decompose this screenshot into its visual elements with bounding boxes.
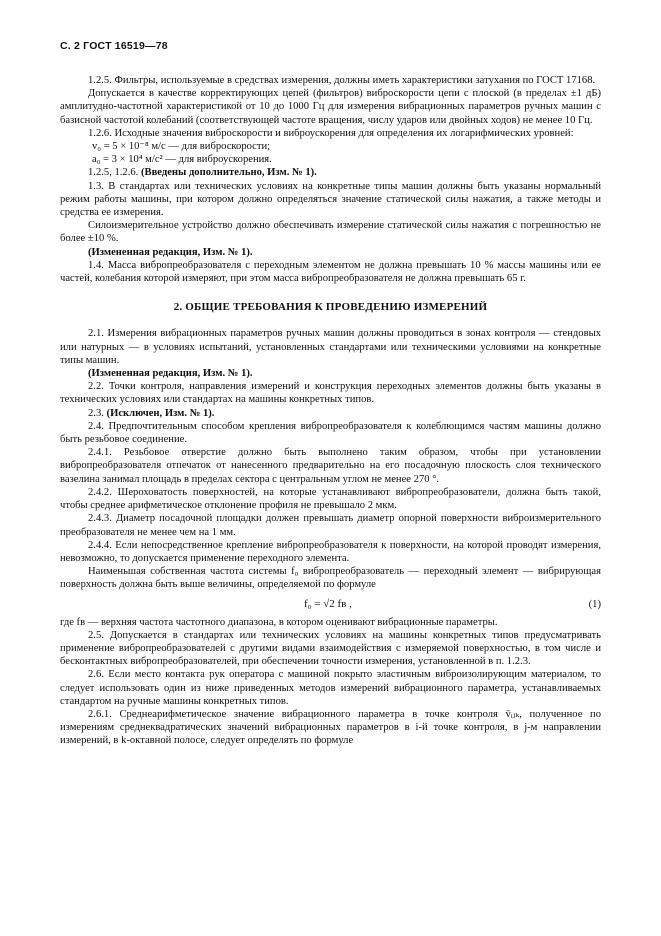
paragraph-force-device: Силоизмерительное устройство должно обеспечивать измерение статической силы нажатия с погрешностью не более ±10 %.	[60, 220, 601, 245]
paragraph-2-1: 2.1. Измерения вибрационных параметров ручных машин должны проводиться в зонах контроля — стендовых или натурных — в условиях испытаний, установленных стандартами или техническими условиями на конкретные типы машин.	[60, 328, 601, 366]
paragraph-1-3: 1.3. В стандартах или технических условиях на конкретные типы машин должны быть указаны нормальный режим работы машины, при котором должно определяться значение статической силы нажатия, а также методы и средства ее измерения.	[60, 180, 601, 219]
formula-expression: f₀ = √2 fв ,	[304, 597, 352, 610]
amendment-ref: 1.2.5, 1.2.6.	[88, 167, 139, 179]
paragraph-2-6: 2.6. Если место контакта рук оператора с машиной покрыто эластичным виброизолирующим материалом, то следует использовать один из ниже приведенных методов измерений вибрационного параметра, устанавливаемых стандартом на ручные машины конкретных типов.	[60, 669, 601, 707]
amendment-note-1	[60, 166, 601, 179]
paragraph-2-3	[60, 407, 601, 420]
paragraph-1-2-5: 1.2.5. Фильтры, используемые в средствах измерения, должны иметь характеристики затухания по ГОСТ 17168.	[88, 75, 596, 86]
page-header: С. 2 ГОСТ 16519—78	[60, 40, 168, 52]
amendment-text: (Введены дополнительно, Изм. № 1).	[140, 167, 317, 179]
paragraph-filters: Допускается в качестве корректирующих цепей (фильтров) виброскорости цепи с плоской (в пределах ±1 дБ) амплитудно-частотной характеристикой от 10 до 1000 Гц для измерения вибрационных параметров ручных машин с базисной частотой колебаний (соответствующей частоте вращения, числу ударов или двойных ходов) не менее 10 Гц.	[60, 88, 601, 126]
formula-number: (1)	[588, 598, 601, 610]
paragraph-1-4: 1.4. Масса вибропреобразователя с переходным элементом не должна превышать 10 % массы машины или ее частей, колебания которой измеряют, при этом масса вибропреобразователя не должна превышать 65 г.	[60, 259, 601, 285]
amendment-note-3: (Измененная редакция, Изм. № 1).	[88, 368, 253, 380]
paragraph-1-2-6: 1.2.6. Исходные значения виброскорости и виброускорения для определения их логарифмических уровней:	[88, 127, 574, 139]
paragraph-2-4-4: 2.4.4. Если непосредственное крепление вибропреобразователя к поверхности, на которой проводят измерения, невозможно, то допускается применение переходного элемента.	[60, 539, 601, 564]
paragraph-2-6-1: 2.6.1. Среднеарифметическое значение вибрационного параметра в точке контроля v̄ᵢⱼₖ, полученное по измерениям среднеквадратических значений вибрационных параметров в i-й точке контроля, в j-м направлении измерений, в k-октавной полосе, следует определять по формуле	[60, 708, 601, 747]
paragraph-2-4-2: 2.4.2. Шероховатость поверхностей, на которые устанавливают вибропреобразователи, должна быть такой, чтобы среднее арифметическое отклонение профиля не превышало 2 мкм.	[60, 486, 601, 512]
formula-1	[60, 594, 601, 616]
paragraph-where: где fв — верхняя частота частотного диапазона, в котором оценивают вибрационные параметры.	[60, 616, 498, 628]
paragraph-2-4: 2.4. Предпочтительным способом крепления вибропреобразователя к колеблющимся частям машины должно быть резьбовое соединение.	[60, 420, 601, 446]
formula-v0: v₀ = 5 × 10⁻⁸ м/с — для виброскорости;	[92, 141, 271, 153]
amendment-note-2: (Измененная редакция, Изм. № 1).	[88, 246, 253, 258]
paragraph-2-4-3: 2.4.3. Диаметр посадочной площадки должен превышать диаметр опорной поверхности виброизмерительного преобразователя не менее чем на 1 мм.	[60, 513, 601, 538]
paragraph-2-2: 2.2. Точки контроля, направления измерений и конструкция переходных элементов должны быть указаны в технических условиях или стандартах на машины конкретных типов.	[60, 381, 601, 406]
formula-a0: a₀ = 3 × 10⁴ м/с² — для виброускорения.	[92, 154, 272, 166]
paragraph-2-5: 2.5. Допускается в стандартах или технических условиях на машины конкретных типов предусматривать применение вибропреобразователей с другими видами взаимодействия с измеряемой поверхностью, в том числе и бесконтактных вибропреобразователей, при обеспечении точности измерения, установленной в п. 1.2.3.	[60, 629, 601, 668]
document-body	[60, 74, 601, 748]
section-heading: 2. ОБЩИЕ ТРЕБОВАНИЯ К ПРОВЕДЕНИЮ ИЗМЕРЕНИЙ	[173, 301, 488, 314]
clause-ref: 2.3.	[88, 407, 104, 419]
paragraph-natural-frequency: Наименьшая собственная частота системы f₀ вибропреобразователь — переходный элемент — вибрирующая поверхность должна быть выше величины, определяемой по формуле	[60, 566, 601, 591]
paragraph-2-4-1: 2.4.1. Резьбовое отверстие должно быть выполнено таким образом, чтобы при установлении вибропреобразователя отпечаток от нанесенного предварительно на его посадочную плоскость слоя технического вазелина занимал площадь в пределах сектора с центральным углом не менее 270 °.	[60, 447, 601, 485]
clause-excluded: (Исключен, Изм. № 1).	[106, 407, 215, 419]
